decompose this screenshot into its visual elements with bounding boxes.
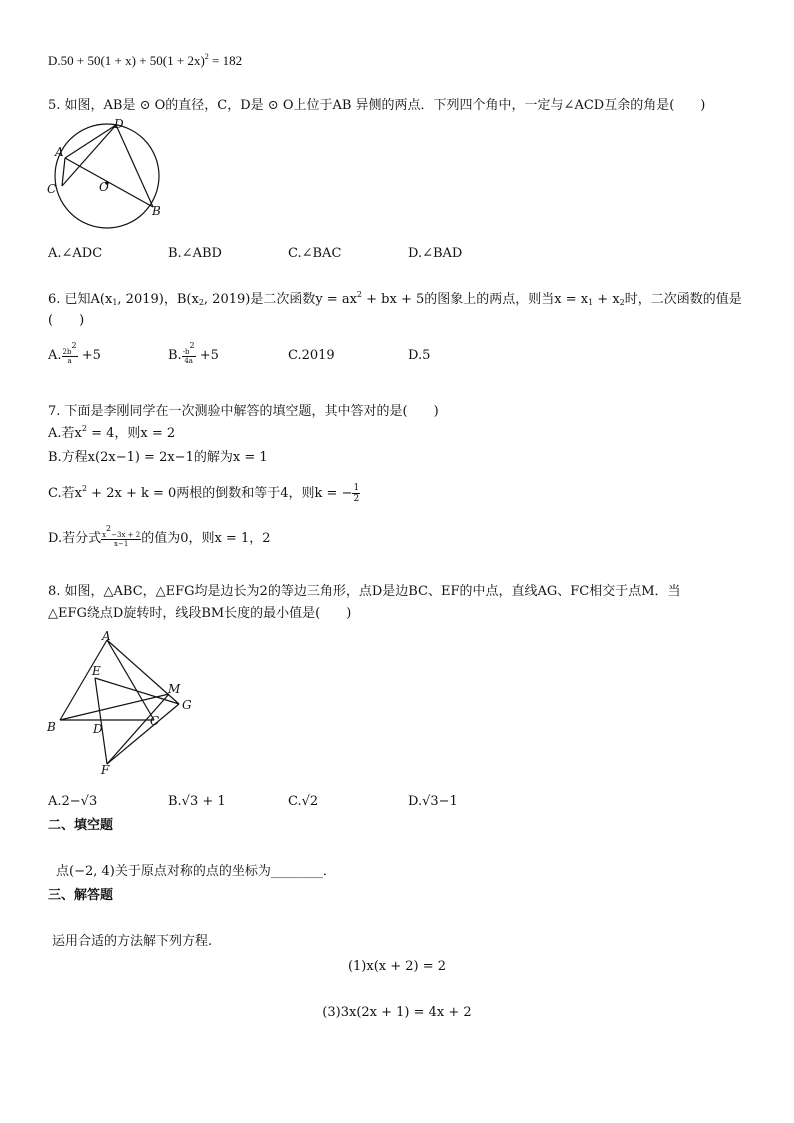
side-ef [95,678,107,764]
q8-stem-line1: 8. 如图，△ABC，△EFG均是边长为2的等边三角形，点D是边BC、EF的中点，直线AG、FC相交于点M．当 [48,584,681,599]
q7-option-b: B.方程x(2x−1) = 2x−1的解为x = 1 [48,450,268,465]
equation-1: (1)x(x + 2) = 2 [347,959,447,974]
equation-3: (3)3x(2x + 1) = 4x + 2 [322,1005,472,1020]
chord-db [116,125,153,207]
line-fm [107,694,169,764]
q6-option-c: C.2019 [288,348,335,363]
side-fg [107,704,179,764]
chord-ac [62,158,65,186]
section-3-title: 三、解答题 [48,888,114,903]
fill-blank-question: 点(−2, 4)关于原点对称的点的坐标为________． [56,864,336,879]
label-g: G [182,698,192,712]
q5-option-c: C.∠BAC [288,246,342,261]
chord-cd [62,125,116,186]
label-e: E [92,664,101,678]
q5-circle-figure [44,114,174,234]
q8-triangle-figure [44,628,204,778]
q6-option-a: A. $\frac{2b^2}{a}$ +5 [48,341,101,365]
side-ac [107,640,154,720]
label-f: F [101,763,110,777]
label-o: O [99,180,109,194]
q8-option-b: B.√3 + 1 [168,794,226,809]
q7-option-c: C.若$x^2 + 2x + k = 0$两根的倒数和等于4，则k = − $\frac{1}{2}$ [48,483,360,504]
section-2-title: 二、填空题 [48,818,114,833]
q5-option-d: D.∠BAD [408,246,463,261]
label-c: C [47,182,57,196]
q7-option-a: A.若$x^2 = 4$，则x = 2 [48,424,176,441]
q8-option-a: A.2−√3 [48,794,98,809]
q5-stem: 5. 如图，AB是 ⊙ O的直径，C，D是 ⊙ O上位于AB 异侧的两点．下列四个角中，一定与∠ACD互余的角是( ) [48,98,706,113]
q4-option-d: $D.50 + 50(1 + x) + 50(1 + 2x)^2 = 182$ [48,52,243,68]
label-b: B [152,204,161,218]
label-a: A [55,145,64,159]
label-d: D [114,117,124,131]
q7-stem: 7. 下面是李刚同学在一次测验中解答的填空题，其中答对的是( ) [48,404,439,419]
q7-option-d: D.若分式 $\frac{x^2-3x + 2}{x-1}$ 的值为0，则x = 1，2 [48,524,271,548]
label-c: C [150,714,160,728]
side-eg [95,678,179,704]
label-m: M [168,682,181,696]
q8-stem-line2: △EFG绕点D旋转时，线段BM长度的最小值是( ) [48,606,352,621]
q6-stem-line2: ( ) [48,313,85,328]
label-d: D [93,722,103,736]
label-b: B [47,720,56,734]
q6-option-b: B. $\frac{-b^2}{4a}$ +5 [168,341,219,365]
q6-stem-line1: 6. 已知$A(x_1$, 2019)，$B(x_2$, 2019)是二次函数$y = ax^2$ + bx + 5的图象上的两点，则当$x = x_1 + x_2$时，二次函数的值是 [48,290,742,307]
q8-option-c: C.√2 [288,794,319,809]
q5-option-a: A.∠ADC [48,246,103,261]
q6-option-d: D.5 [408,348,431,363]
section-3-intro: 运用合适的方法解下列方程. [52,934,213,949]
q5-option-b: B.∠ABD [168,246,222,261]
q8-option-d: D.√3−1 [408,794,458,809]
label-a: A [102,629,111,643]
diameter-ab [65,158,153,207]
